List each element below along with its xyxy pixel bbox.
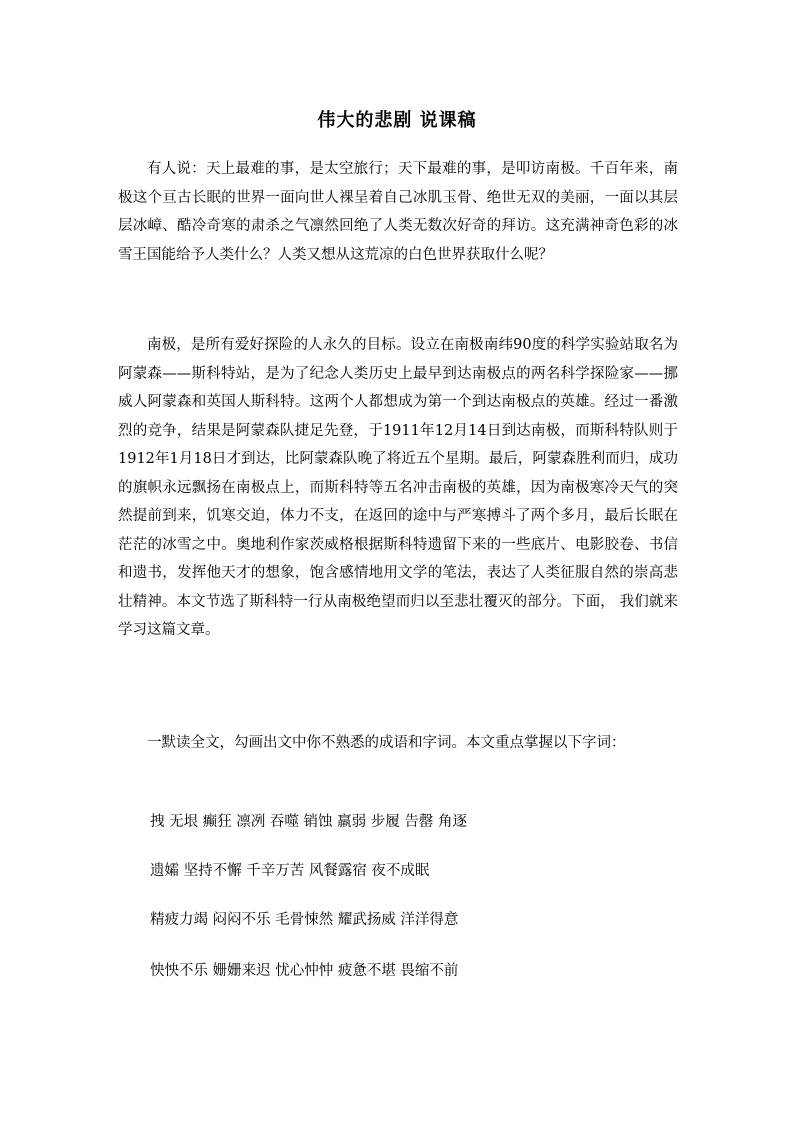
document-title: 伟大的悲剧 说课稿 bbox=[317, 110, 477, 131]
vocab-line: 拽 无垠 癫狂 凛冽 吞噬 销蚀 羸弱 步履 告罄 角逐 bbox=[150, 814, 467, 830]
vocab-line: 遗孀 坚持不懈 千辛万苦 风餐露宿 夜不成眠 bbox=[150, 863, 430, 879]
vocab-line: 怏怏不乐 姗姗来迟 忧心忡忡 疲惫不堪 畏缩不前 bbox=[150, 963, 459, 979]
paragraph-intro: 有人说：天上最难的事，是太空旅行；天下最难的事，是叩访南极。千百年来，南极这个亘古长眠的世界一面向世人裸呈着自己冰肌玉骨、绝世无双的美丽，一面以其层层冰嶂、酷冷奇寒的肃杀之气凛然回绝了人类无数次好奇的拜访。这充满神奇色彩的冰雪王国能给予人类什么？人类又想从这荒凉的白色世界获取什么呢？ bbox=[118, 161, 678, 263]
paragraph-reading-task: 一默读全文，勾画出文中你不熟悉的成语和字词。本文重点掌握以下字词： bbox=[147, 735, 626, 751]
paragraph-background: 南极，是所有爱好探险的人永久的目标。设立在南极南纬90度的科学实验站取名为阿蒙森——斯科特站，是为了纪念人类历史上最早到达南极点的两名科学探险家——挪威人阿蒙森和英国人斯科特。这两个人都想成为第一个到达南极点的英雄。经过一番激烈的竞争，结果是阿蒙森队捷足先登，于1911年12月14日到达南极，而斯科特队则于1912年1月18日才到达，比阿蒙森队晚了将近五个星期。最后，阿蒙森胜利而归，成功的旗帜永远飘扬在南极点上，而斯科特等五名冲击南极的英雄，因为南极寒冷天气的突然提前到来，饥寒交迫，体力不支，在返回的途中与严寒搏斗了两个多月，最后长眠在茫茫的冰雪之中。奥地利作家茨威格根据斯科特遗留下来的一些底片、电影胶卷、书信和遗书，发挥他天才的想象，饱含感情地用文学的笔法，表达了人类征服自然的崇高悲壮精神。本文节选了斯科特一行从南极绝望而归以至悲壮覆灭的部分。下面， 我们就来学习这篇文章。 bbox=[118, 337, 678, 638]
vocab-line: 精疲力竭 闷闷不乐 毛骨悚然 耀武扬威 洋洋得意 bbox=[150, 912, 459, 928]
